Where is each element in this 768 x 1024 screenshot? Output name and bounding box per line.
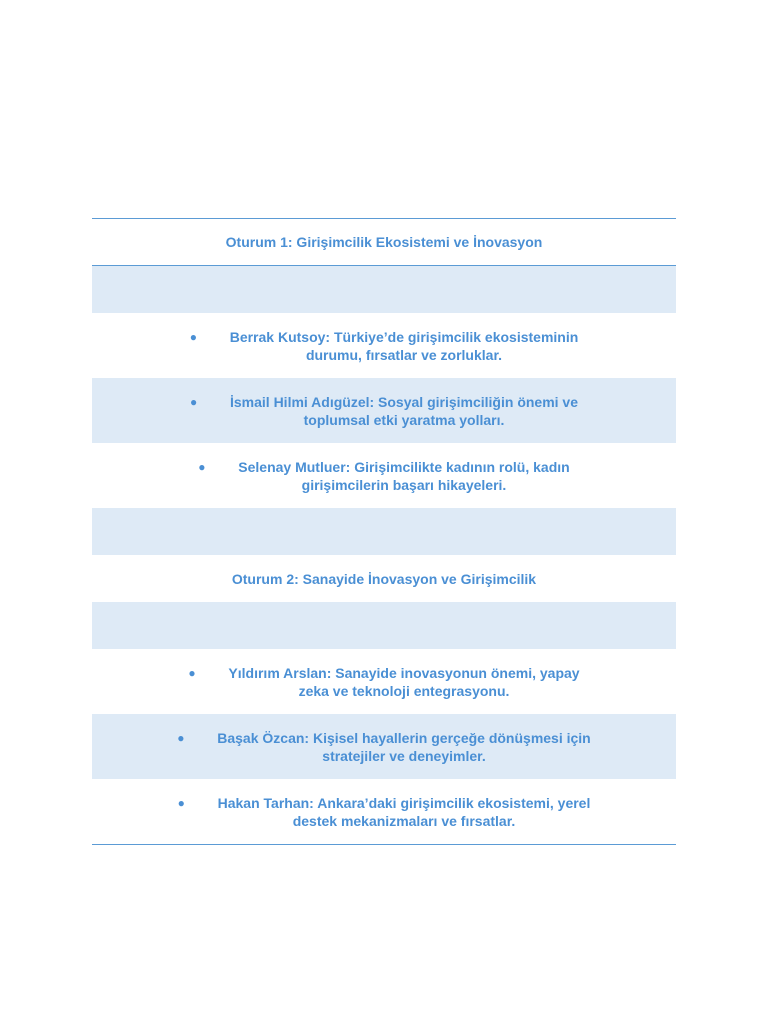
- agenda-item: [92, 714, 676, 779]
- empty-row: [92, 266, 676, 313]
- agenda-item-line: girişimcilerin başarı hikayeleri.: [301, 476, 507, 493]
- agenda-item-line: Selenay Mutluer: Girişimcilikte kadının rolü, kadın: [238, 458, 570, 475]
- agenda-item-line: Yıldırım Arslan: Sanayide inovasyonun önemi, yapay: [228, 664, 580, 681]
- agenda-item: [92, 378, 676, 443]
- agenda-item-line: stratejiler ve deneyimler.: [322, 747, 486, 764]
- agenda-item-line: Berrak Kutsoy: Türkiye’de girişimcilik ekosisteminin: [229, 328, 579, 345]
- agenda-item-line: toplumsal etki yaratma yolları.: [303, 411, 505, 428]
- agenda-item-line: destek mekanizmaları ve fırsatlar.: [292, 812, 516, 829]
- bullet-icon: ●: [189, 329, 197, 344]
- agenda-table: [92, 218, 676, 845]
- session-2-title-row: [92, 555, 676, 602]
- bullet-icon: ●: [198, 459, 206, 474]
- bullet-icon: ●: [177, 795, 185, 810]
- bullet-icon: ●: [188, 665, 196, 680]
- agenda-item-line: İsmail Hilmi Adıgüzel: Sosyal girişimciliğin önemi ve: [229, 393, 579, 410]
- agenda-item-line: zeka ve teknoloji entegrasyonu.: [298, 682, 510, 699]
- session-1-title-row: [92, 219, 676, 266]
- empty-row: [92, 602, 676, 649]
- agenda-item: [92, 313, 676, 378]
- session-1-title: Oturum 1: Girişimcilik Ekosistemi ve İnovasyon: [225, 234, 543, 250]
- agenda-item-line: durumu, fırsatlar ve zorluklar.: [305, 346, 503, 363]
- agenda-item: [92, 443, 676, 508]
- agenda-item: [92, 649, 676, 714]
- empty-row: [92, 508, 676, 555]
- agenda-item: [92, 779, 676, 844]
- session-2-title: Oturum 2: Sanayide İnovasyon ve Girişimcilik: [231, 570, 537, 587]
- bullet-icon: ●: [177, 730, 185, 745]
- agenda-item-line: Başak Özcan: Kişisel hayallerin gerçeğe dönüşmesi için: [217, 729, 591, 746]
- agenda-item-line: Hakan Tarhan: Ankara’daki girişimcilik ekosistemi, yerel: [217, 794, 591, 811]
- bullet-icon: ●: [189, 394, 198, 409]
